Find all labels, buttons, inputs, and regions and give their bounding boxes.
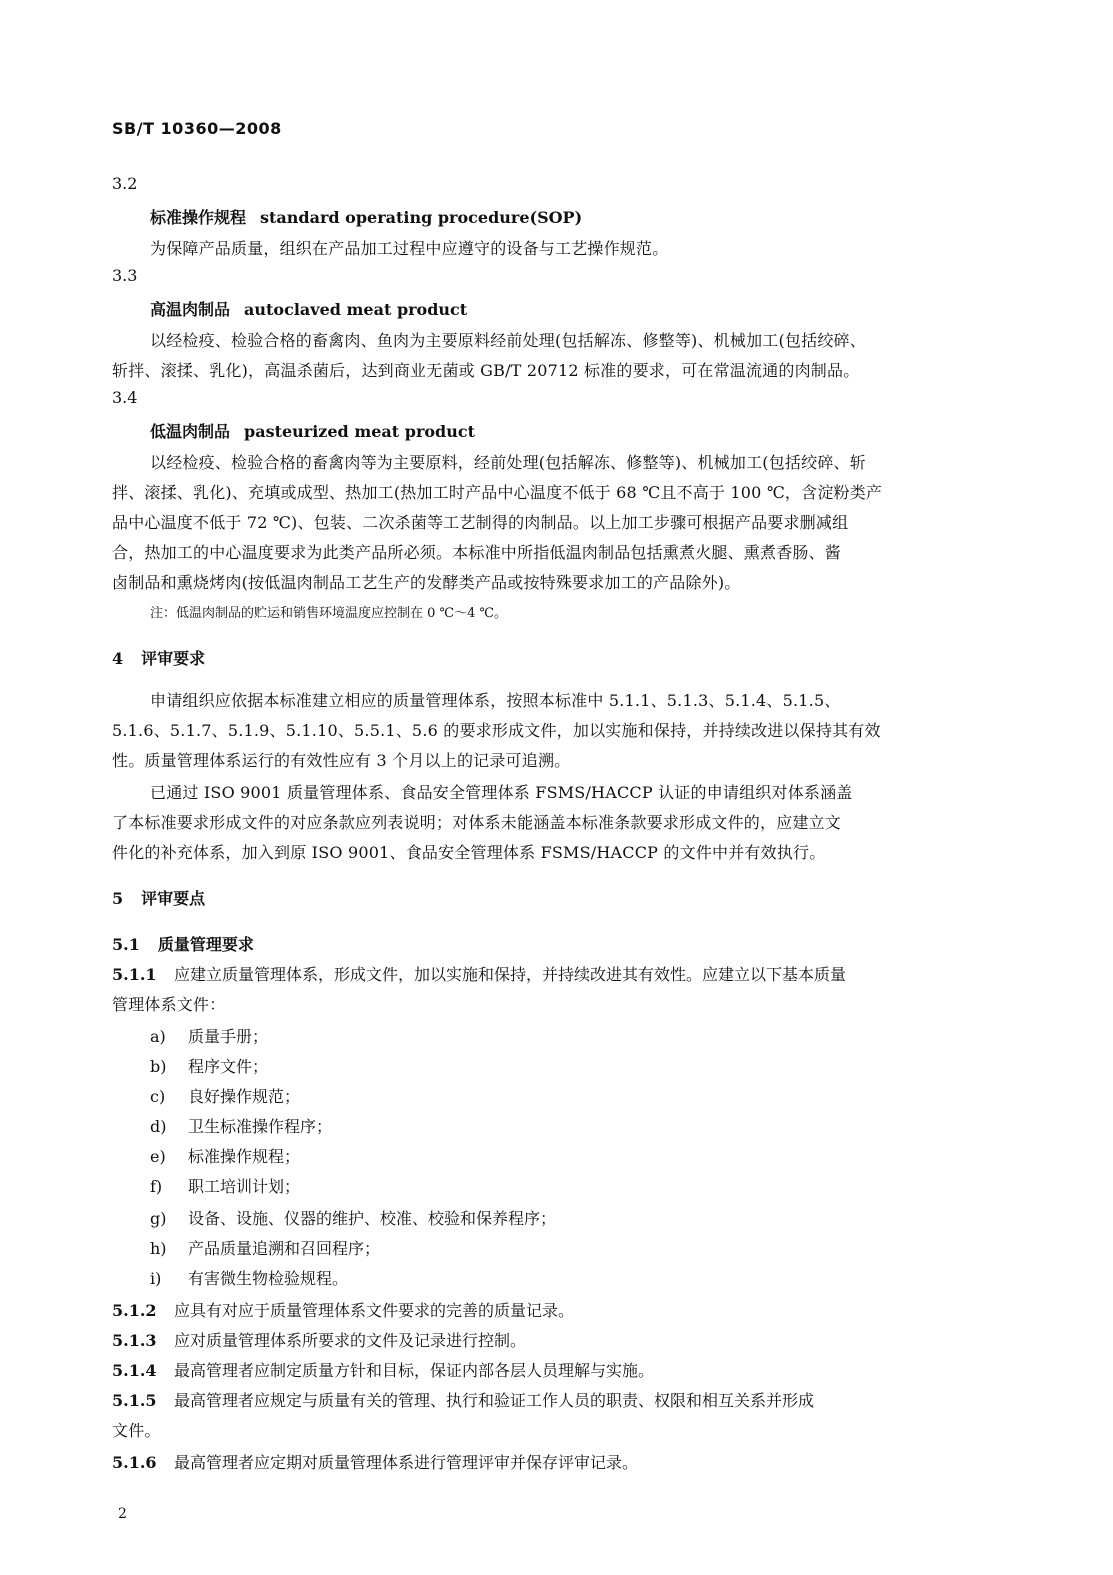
definition-3-3-line: 以经检疫、检验合格的畜禽肉、鱼肉为主要原料经前处理(包括解冻、修整等)、机械加工(包括绞碎、 bbox=[150, 331, 866, 350]
list-item: c) 良好操作规范； bbox=[150, 1087, 301, 1106]
definition-3-4-line: 以经检疫、检验合格的畜禽肉等为主要原料，经前处理(包括解冻、修整等)、机械加工(包括绞碎、斩 bbox=[150, 453, 866, 472]
term-en: pasteurized meat product bbox=[244, 422, 475, 441]
clause-number: 5.1.4 bbox=[112, 1361, 157, 1380]
section-heading-4 bbox=[112, 646, 205, 669]
term-3-2 bbox=[150, 205, 582, 228]
clause-5-1-5-cont: 文件。 bbox=[112, 1421, 161, 1440]
clause-5-1-6 bbox=[112, 1450, 638, 1473]
clause-number: 5.1.3 bbox=[112, 1331, 157, 1350]
clause-number: 5.1.5 bbox=[112, 1391, 157, 1410]
paragraph-4-1-line: 性。质量管理体系运行的有效性应有 3 个月以上的记录可追溯。 bbox=[112, 751, 571, 770]
clause-5-1-5 bbox=[112, 1388, 814, 1411]
clause-text: 应对质量管理体系所要求的文件及记录进行控制。 bbox=[174, 1331, 527, 1350]
paragraph-4-1-line: 5.1.6、5.1.7、5.1.9、5.1.10、5.5.1、5.6 的要求形成文件，加以实施和保持，并持续改进以保持其有效 bbox=[112, 721, 881, 740]
term-cn: 标准操作规程 bbox=[150, 208, 247, 227]
definition-3-4-line: 卤制品和熏烧烤肉(按低温肉制品工艺生产的发酵类产品或按特殊要求加工的产品除外)。 bbox=[112, 573, 741, 592]
clause-number-3-3: 3.3 bbox=[112, 266, 138, 285]
note-3-4: 注：低温肉制品的贮运和销售环境温度应控制在 0 ℃～4 ℃。 bbox=[150, 606, 508, 621]
list-item: a) 质量手册； bbox=[150, 1027, 269, 1046]
standard-code-header: SB/T 10360—2008 bbox=[112, 119, 282, 138]
term-en: standard operating procedure(SOP) bbox=[260, 208, 583, 227]
paragraph-4-2-line: 已通过 ISO 9001 质量管理体系、食品安全管理体系 FSMS/HACCP 认证的申请组织对体系涵盖 bbox=[150, 783, 853, 802]
list-item: h) 产品质量追溯和召回程序； bbox=[150, 1239, 381, 1258]
list-item: f) 职工培训计划； bbox=[150, 1177, 301, 1196]
section-number: 4 bbox=[112, 649, 124, 668]
definition-3-4-line: 品中心温度不低于 72 ℃)、包装、二次杀菌等工艺制得的肉制品。以上加工步骤可根据产品要求删减组 bbox=[112, 513, 849, 532]
clause-text: 最高管理者应定期对质量管理体系进行管理评审并保存评审记录。 bbox=[174, 1453, 639, 1472]
page-number: 2 bbox=[118, 1506, 127, 1522]
clause-5-1-2 bbox=[112, 1298, 574, 1321]
subsection-heading-5-1 bbox=[112, 932, 254, 955]
section-heading-5 bbox=[112, 886, 205, 909]
list-item: d) 卫生标准操作程序； bbox=[150, 1117, 333, 1136]
paragraph-4-1-line: 申请组织应依据本标准建立相应的质量管理体系，按照本标准中 5.1.1、5.1.3、5.1.4、5.1.5、 bbox=[150, 691, 841, 710]
paragraph-4-2-line: 件化的补充体系，加入到原 ISO 9001、食品安全管理体系 FSMS/HACCP 的文件中并有效执行。 bbox=[112, 843, 826, 862]
subsection-title: 质量管理要求 bbox=[157, 935, 254, 954]
clause-5-1-1-cont: 管理体系文件： bbox=[112, 995, 226, 1014]
list-item: e) 标准操作规程； bbox=[150, 1147, 301, 1166]
list-item: b) 程序文件； bbox=[150, 1057, 269, 1076]
clause-text: 应具有对应于质量管理体系文件要求的完善的质量记录。 bbox=[174, 1301, 575, 1320]
list-item: g) 设备、设施、仪器的维护、校准、校验和保养程序； bbox=[150, 1209, 557, 1228]
term-cn: 高温肉制品 bbox=[150, 300, 231, 319]
clause-text: 应建立质量管理体系，形成文件，加以实施和保持，并持续改进其有效性。应建立以下基本质量 bbox=[174, 965, 847, 984]
subsection-number: 5.1 bbox=[112, 935, 140, 954]
section-number: 5 bbox=[112, 889, 124, 908]
clause-text: 最高管理者应制定质量方针和目标，保证内部各层人员理解与实施。 bbox=[174, 1361, 655, 1380]
list-item: i) 有害微生物检验规程。 bbox=[150, 1269, 349, 1288]
paragraph-4-2-line: 了本标准要求形成文件的对应条款应列表说明；对体系未能涵盖本标准条款要求形成文件的，应建立文 bbox=[112, 813, 842, 832]
clause-number: 5.1.6 bbox=[112, 1453, 157, 1472]
clause-5-1-1 bbox=[112, 962, 846, 985]
term-en: autoclaved meat product bbox=[244, 300, 468, 319]
clause-number: 5.1.1 bbox=[112, 965, 157, 984]
definition-3-3-line: 斩拌、滚揉、乳化)，高温杀菌后，达到商业无菌或 GB/T 20712 标准的要求，可在常温流通的肉制品。 bbox=[112, 361, 860, 380]
clause-number: 5.1.2 bbox=[112, 1301, 157, 1320]
clause-5-1-3 bbox=[112, 1328, 526, 1351]
clause-text: 最高管理者应规定与质量有关的管理、执行和验证工作人员的职责、权限和相互关系并形成 bbox=[174, 1391, 815, 1410]
definition-3-2: 为保障产品质量，组织在产品加工过程中应遵守的设备与工艺操作规范。 bbox=[150, 239, 669, 258]
section-title: 评审要求 bbox=[141, 649, 206, 668]
definition-3-4-line: 合，热加工的中心温度要求为此类产品所必须。本标准中所指低温肉制品包括熏煮火腿、熏煮香肠、酱 bbox=[112, 543, 842, 562]
definition-3-4-line: 拌、滚揉、乳化)、充填或成型、热加工(热加工时产品中心温度不低于 68 ℃且不高于 100 ℃，含淀粉类产 bbox=[112, 483, 883, 502]
clause-5-1-4 bbox=[112, 1358, 654, 1381]
term-3-4 bbox=[150, 419, 475, 442]
term-3-3 bbox=[150, 297, 467, 320]
term-cn: 低温肉制品 bbox=[150, 422, 231, 441]
clause-number-3-2: 3.2 bbox=[112, 174, 138, 193]
section-title: 评审要点 bbox=[141, 889, 206, 908]
clause-number-3-4: 3.4 bbox=[112, 388, 138, 407]
